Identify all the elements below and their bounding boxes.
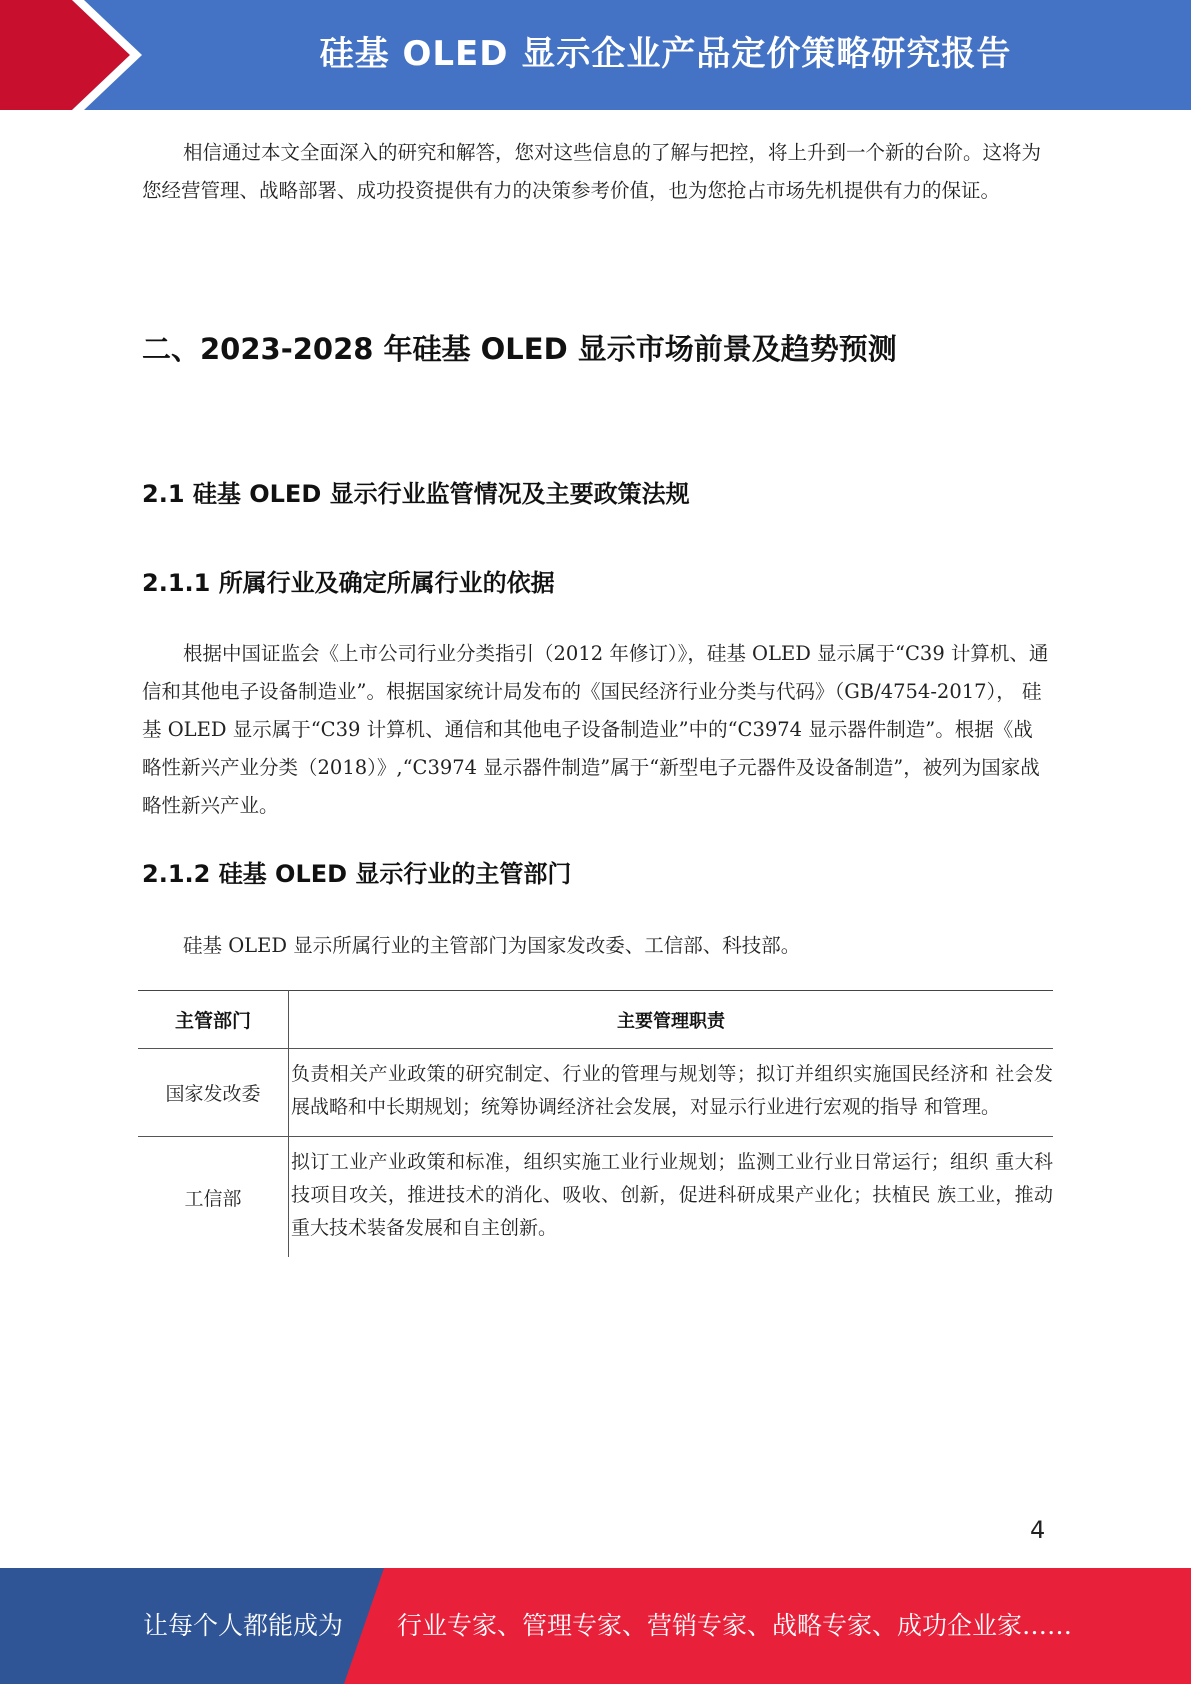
subsection-heading: 2.1 硅基 OLED 显示行业监管情况及主要政策法规 [142,480,690,508]
sub-heading-2-1-1: 2.1.1 所属行业及确定所属行业的依据 [142,569,555,597]
industry-classification-paragraph: 根据中国证监会《上市公司行业分类指引（2012 年修订）》，硅基 OLED 显示属于“C39 计算机、通信和其他电子设备制造业”。根据国家统计局发布的《国民经济行业分类与代码》（GB/4754-2017）， 硅基 OLED 显示属于“C39 计算机、通信和其他电子设备制造业”中的“C3974 显示器件制造”。根据《战略性新兴产业分类（2018）》,“C3974 显示器件制造”属于“新型电子元器件及设备制造”，被列为国家战略性新兴产业。 [142,642,1049,817]
authority-table [138,990,1053,1257]
table-cell-dept: 国家发改委 [138,1049,289,1137]
section-heading: 二、2023-2028 年硅基 OLED 显示市场前景及趋势预测 [142,332,897,366]
authority-paragraph: 硅基 OLED 显示所属行业的主管部门为国家发改委、工信部、科技部。 [183,934,801,957]
table-row [138,1049,1053,1137]
table-row [138,1137,1053,1258]
report-title: 硅基 OLED 显示企业产品定价策略研究报告 [319,34,1012,74]
header-arrow-decoration [0,0,160,110]
sub-heading-2-1-2: 2.1.2 硅基 OLED 显示行业的主管部门 [142,860,572,888]
header-banner [0,0,1191,110]
page-number: 4 [1030,1516,1046,1544]
table-cell-duty: 拟订工业产业政策和标准，组织实施工业行业规划；监测工业行业日常运行；组织 重大科技项目攻关，推进技术的消化、吸收、创新，促进科研成果产业化；扶植民 族工业，推动重大技术装备发展和自主创新。 [291,1151,1053,1239]
intro-paragraph: 相信通过本文全面深入的研究和解答，您对这些信息的了解与把控，将上升到一个新的台阶。这将为您经营管理、战略部署、成功投资提供有力的决策参考价值，也为您抢占市场先机提供有力的保证。 [142,141,1042,202]
table-cell-duty: 负责相关产业政策的研究制定、行业的管理与规划等；拟订并组织实施国民经济和 社会发展战略和中长期规划；统筹协调经济社会发展，对显示行业进行宏观的指导 和管理。 [289,1049,1054,1137]
footer-slogan-left: 让每个人都能成为 [143,1611,344,1640]
table-cell-dept: 工信部 [138,1137,289,1258]
footer-banner [0,1568,1191,1684]
table-header-duty: 主要管理职责 [289,991,1054,1049]
footer-slogan-right: 行业专家、管理专家、营销专家、战略专家、成功企业家…… [397,1611,1073,1640]
table-header-row [138,991,1053,1049]
table-header-dept: 主管部门 [138,991,289,1049]
